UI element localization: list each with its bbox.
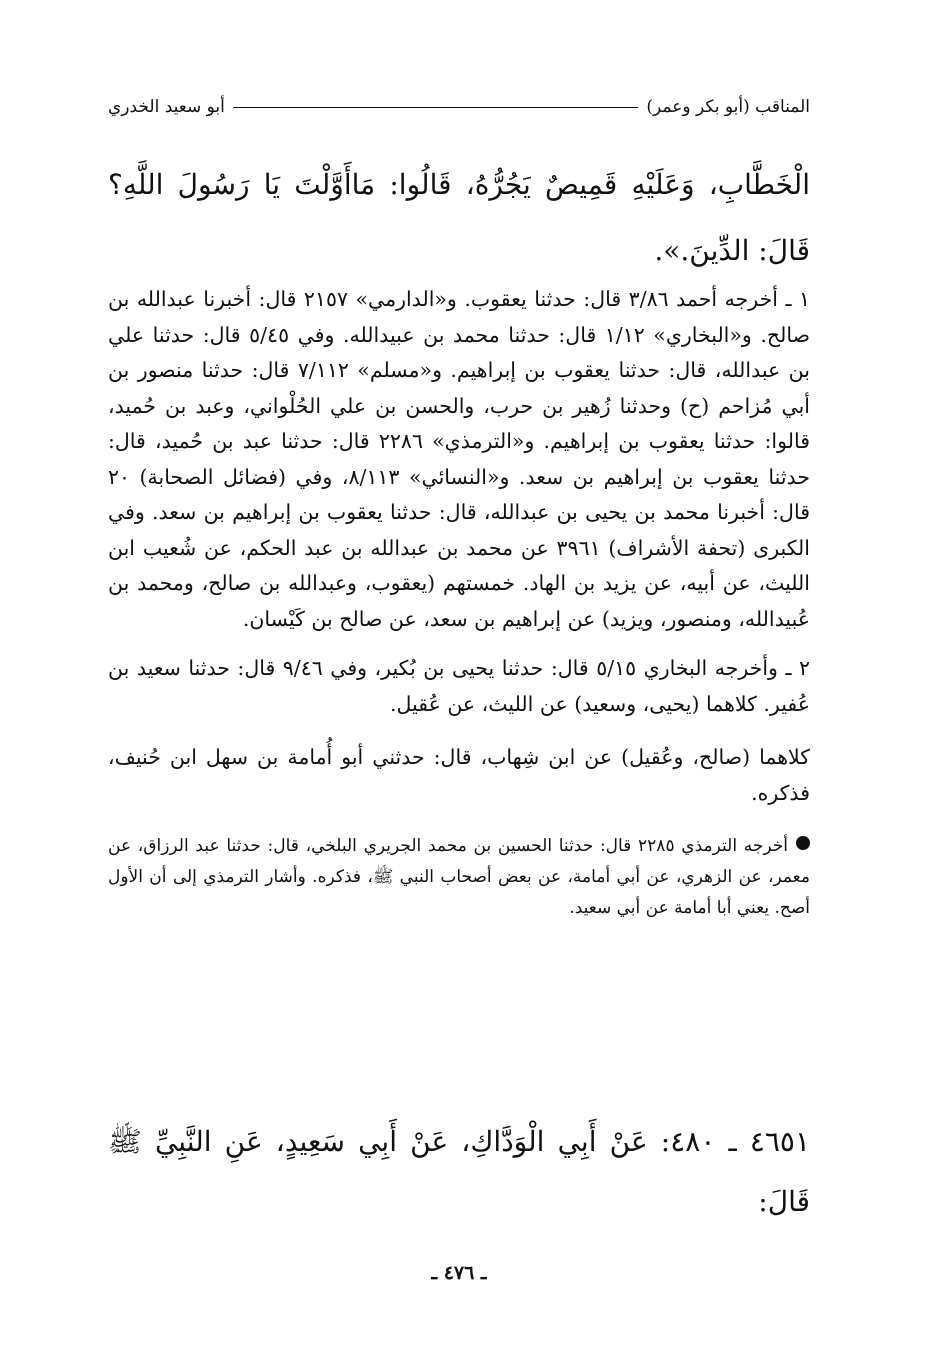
footnote-3: كلاهما (صالح، وعُقيل) عن ابن شِهاب، قال: حدثني أبو أُمامة بن سهل ابن حُنيف، فذكره. bbox=[108, 745, 810, 805]
footnote-bullet bbox=[108, 831, 810, 924]
footnote-bullet-text: أخرجه الترمذي ٢٢٨٥ قال: حدثنا الحسين بن محمد الجريري البلخي، قال: حدثنا عبد الرزاق، عن معمر، عن الزهري، عن أبي أمامة، عن بعض أصحاب النبي ﷺ، فذكره. وأشار الترمذي إلى أن الأول أصح. يعني أبا أمامة عن أبي سعيد. bbox=[108, 836, 810, 918]
header-chapter: المناقب (أبو بكر وعمر) bbox=[646, 97, 810, 117]
page-number: ـ ٤٧٦ ـ bbox=[431, 1262, 487, 1284]
bullet-icon bbox=[796, 836, 810, 850]
footnote-2: ٢ ـ وأخرجه البخاري ٥/١٥ قال: حدثنا يحيى بن بُكير، وفي ٩/٤٦ قال: حدثنا سعيد بن عُفير. كلاهما (يحيى، وسعيد) عن الليث، عن عُقيل. bbox=[108, 656, 810, 716]
book-page bbox=[108, 0, 810, 1345]
header-rule bbox=[233, 107, 639, 108]
running-header bbox=[108, 92, 810, 122]
footnote-1: ١ ـ أخرجه أحمد ٣/٨٦ قال: حدثنا يعقوب. و«الدارمي» ٢١٥٧ قال: أخبرنا عبدالله بن صالح. و«البخاري» ١/١٢ قال: حدثنا محمد بن عبيدالله. وفي ٥/٤٥ قال: حدثنا علي بن عبدالله، قال: حدثنا يعقوب بن إبراهيم. و«مسلم» ٧/١١٢ قال: حدثنا منصور بن أبي مُزاحم (ح) وحدثنا زُهير بن حرب، والحسن بن علي الحُلْواني، وعبد بن حُميد، قالوا: حدثنا يعقوب بن إبراهيم. و«الترمذي» ٢٢٨٦ قال: حدثنا عبد بن حُميد، قال: حدثنا يعقوب بن إبراهيم بن سعد. و«النسائي» ٨/١١٣، وفي (فضائل الصحابة) ٢٠ قال: أخبرنا محمد بن يحيى بن عبدالله، قال: حدثنا يعقوب بن إبراهيم بن سعد. وفي الكبرى (تحفة الأشراف) ٣٩٦١ عن محمد بن عبدالله بن عبد الحكم، عن شُعيب ابن الليث، عن أبيه، عن يزيد بن الهاد. خمستهم (يعقوب، وعبدالله بن صالح، ومحمد بن عُبيدالله، ومنصور، ويزيد) عن إبراهيم بن سعد، عن صالح بن كَيْسان. bbox=[108, 287, 811, 631]
hadith-text-continuation: الْخَطَّابِ، وَعَلَيْهِ قَمِيصٌ يَجُرُّهُ، قَالُوا: مَاأَوَّلْتَ يَا رَسُولَ اللَّهِ؟ قَالَ: الدِّينَ.». bbox=[108, 168, 810, 267]
footnotes bbox=[108, 282, 810, 924]
header-section: أبو سعيد الخدري bbox=[108, 97, 225, 117]
hadith-heading: ٤٦٥١ ـ ٤٨٠: عَنْ أَبِي الْوَدَّاكِ، عَنْ أَبِي سَعِيدٍ، عَنِ النَّبِيِّ ﷺ قَالَ: bbox=[108, 1125, 810, 1218]
